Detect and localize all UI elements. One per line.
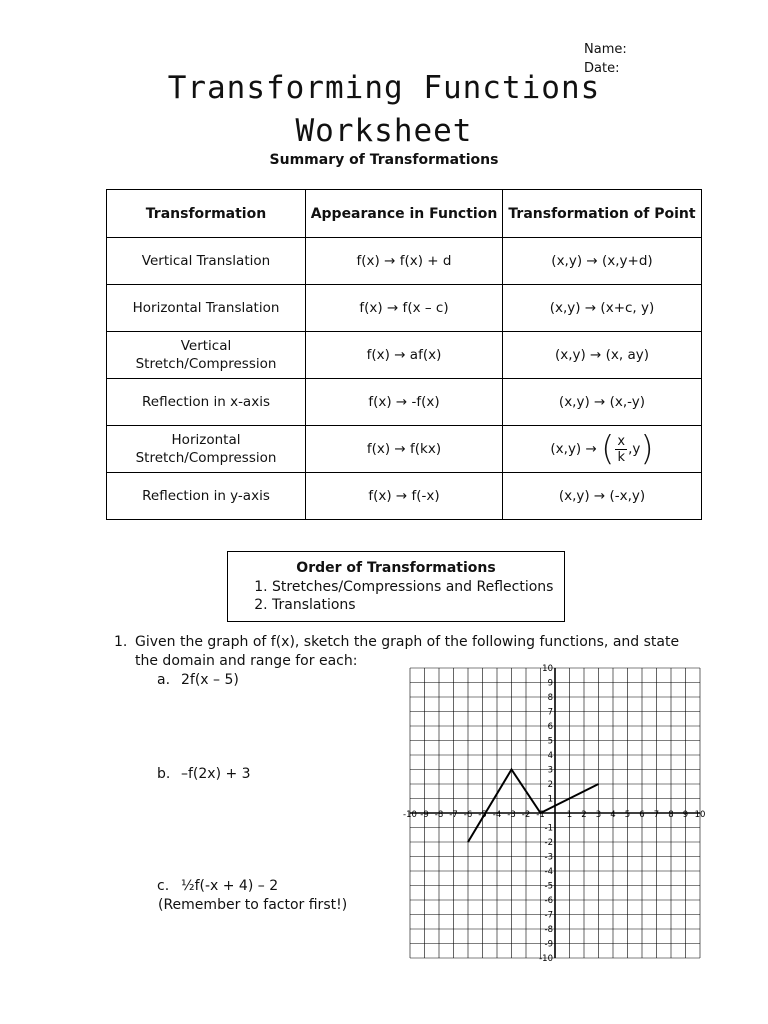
transformation-cell: Horizontal Translation — [107, 285, 306, 332]
appearance-cell: f(x) → f(x – c) — [306, 285, 503, 332]
y-tick-label: 2 — [547, 780, 553, 790]
x-tick-label: 10 — [694, 810, 706, 820]
x-tick-label: -6 — [463, 810, 473, 820]
x-tick-label: 1 — [566, 810, 573, 820]
order-item: 1. Stretches/Compressions and Reflections — [272, 578, 564, 596]
x-tick-label: -2 — [521, 810, 531, 820]
point-suffix: ,y — [628, 441, 641, 457]
y-tick-label: -6 — [544, 896, 553, 906]
y-tick-label: -1 — [544, 823, 553, 834]
x-tick-label: 4 — [610, 810, 616, 820]
point-cell: (x,y) → (x, ay) — [503, 332, 702, 379]
x-tick-label: -9 — [420, 810, 429, 820]
order-title: Order of Transformations — [296, 560, 496, 576]
x-tick-label: 7 — [653, 810, 660, 820]
fraction-numerator: x — [617, 433, 626, 449]
point-cell: (x,y) → (x+c, y) — [503, 285, 702, 332]
transformation-line: Vertical — [180, 338, 232, 354]
table-header: Appearance in Function — [306, 190, 503, 238]
x-tick-label: 8 — [668, 810, 674, 820]
y-tick-label: -5 — [544, 881, 553, 892]
x-tick-label: -7 — [449, 810, 458, 820]
order-list — [228, 578, 564, 614]
transformation-line: Stretch/Compression — [135, 450, 277, 466]
page-title-line1: Transforming Functions — [167, 70, 601, 106]
y-tick-label: -4 — [544, 867, 553, 877]
x-tick-label: -1 — [536, 810, 545, 820]
table-row — [107, 379, 702, 426]
y-tick-label: 10 — [542, 664, 553, 674]
point-cell — [503, 426, 702, 473]
left-paren-icon: ( — [601, 429, 615, 469]
order-of-transformations-box — [227, 551, 565, 622]
transformation-line: Stretch/Compression — [135, 356, 277, 372]
x-tick-label: 6 — [639, 810, 645, 820]
point-prefix: (x,y) → — [550, 441, 597, 457]
date-label: Date: — [584, 61, 620, 76]
y-tick-label: -9 — [544, 939, 553, 950]
x-tick-label: -4 — [492, 810, 502, 820]
x-tick-label: -10 — [403, 810, 417, 820]
y-tick-label: 1 — [547, 794, 553, 805]
y-tick-label: -10 — [539, 954, 553, 964]
x-tick-label: 3 — [595, 810, 602, 820]
x-tick-label: 2 — [581, 810, 587, 820]
y-tick-label: -7 — [544, 910, 553, 921]
fraction-denominator: k — [617, 449, 625, 465]
part-c-note: (Remember to factor first!) — [158, 897, 348, 913]
appearance-cell: f(x) → af(x) — [306, 332, 503, 379]
table-row — [107, 473, 702, 520]
part-b-expression: –f(2x) + 3 — [181, 766, 251, 782]
x-tick-label: -5 — [478, 810, 487, 820]
y-tick-label: -8 — [544, 925, 553, 935]
point-cell: (x,y) → (x,y+d) — [503, 238, 702, 285]
table-row — [107, 332, 702, 379]
part-c-expression: ½f(-x + 4) – 2 — [181, 878, 279, 894]
part-b-label: b. — [157, 766, 171, 782]
transformation-cell: Vertical Translation — [107, 238, 306, 285]
table-header: Transformation — [107, 190, 306, 238]
y-tick-label: 4 — [547, 751, 553, 761]
appearance-cell: f(x) → -f(x) — [306, 379, 503, 426]
transformation-cell — [107, 426, 306, 473]
y-tick-label: 6 — [547, 722, 553, 732]
y-tick-label: 5 — [547, 736, 553, 747]
coordinate-grid-graph — [395, 663, 706, 968]
question-text-line1: Given the graph of f(x), sketch the graph of the following functions, and state — [135, 634, 680, 650]
x-tick-label: -8 — [434, 810, 444, 820]
y-tick-label: 7 — [547, 707, 553, 718]
name-label: Name: — [584, 42, 627, 57]
summary-subtitle: Summary of Transformations — [269, 152, 499, 168]
appearance-cell: f(x) → f(kx) — [306, 426, 503, 473]
order-item: 2. Translations — [272, 596, 564, 614]
right-paren-icon: ) — [640, 429, 654, 469]
x-tick-label: 5 — [624, 810, 631, 820]
table-header: Transformation of Point — [503, 190, 702, 238]
point-fraction — [601, 429, 654, 469]
question-text-line2: the domain and range for each: — [135, 653, 358, 669]
table-row — [107, 238, 702, 285]
y-tick-label: 9 — [547, 678, 553, 689]
part-a-expression: 2f(x – 5) — [181, 672, 239, 688]
y-tick-label: 3 — [547, 765, 553, 776]
transformations-table — [106, 189, 702, 520]
point-cell: (x,y) → (x,-y) — [503, 379, 702, 426]
table-row — [107, 426, 702, 473]
appearance-cell: f(x) → f(x) + d — [306, 238, 503, 285]
table-row — [107, 285, 702, 332]
y-tick-label: 8 — [547, 693, 553, 703]
part-c-label: c. — [157, 878, 170, 894]
transformation-cell: Reflection in y-axis — [107, 473, 306, 520]
y-tick-label: -3 — [544, 852, 553, 863]
transformation-cell — [107, 332, 306, 379]
table-header-row — [107, 190, 702, 238]
question-number: 1. — [114, 634, 128, 650]
y-tick-label: -2 — [544, 838, 553, 848]
transformation-cell: Reflection in x-axis — [107, 379, 306, 426]
x-tick-label: -3 — [507, 810, 516, 820]
transformation-line: Horizontal — [171, 432, 241, 448]
function-line — [468, 770, 602, 843]
page-title-line2: Worksheet — [295, 113, 473, 149]
part-a-label: a. — [157, 672, 171, 688]
appearance-cell: f(x) → f(-x) — [306, 473, 503, 520]
point-cell: (x,y) → (-x,y) — [503, 473, 702, 520]
x-tick-label: 9 — [682, 810, 689, 820]
